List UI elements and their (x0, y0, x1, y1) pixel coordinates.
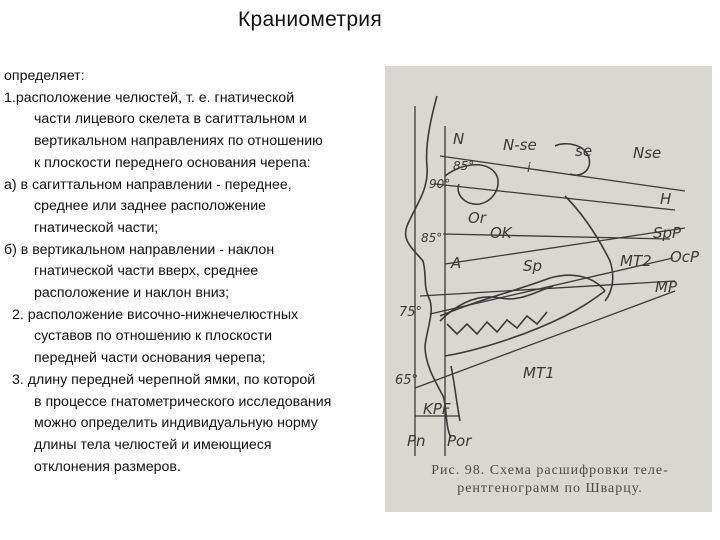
label-A: A (451, 254, 462, 272)
label-se: se (575, 142, 593, 160)
caption-line: рентгенограмм по Шварцу. (457, 481, 643, 496)
label-N: N (453, 130, 465, 148)
caption-line: Рис. 98. Схема расшифровки теле- (431, 463, 669, 478)
text-line: вертикальном направлениях по отношению (34, 133, 323, 150)
text-line: 1.расположение челюстей, т. е. гнатической (4, 89, 295, 106)
label-angle-90: 90° (429, 177, 451, 191)
figure-caption (400, 462, 700, 498)
text-line: передней части основания черепа; (34, 350, 266, 367)
label-OK: OK (490, 224, 512, 242)
label-angle-85-top: 85° (453, 159, 475, 173)
cephalogram-schema (385, 66, 712, 512)
label-angle-65: 65° (395, 373, 419, 388)
label-angle-85: 85° (421, 231, 443, 245)
text-line: суставов по отношению к плоскости (34, 328, 273, 345)
slide-title: Краниометрия (237, 8, 383, 31)
text-line: определяет: (4, 68, 85, 84)
text-line: среднее или заднее расположение (34, 198, 267, 215)
text-line: отклонения размеров. (34, 458, 181, 475)
text-line: расположение и наклон вниз; (34, 285, 230, 302)
text-line: гнатической части вверх, среднее (34, 263, 259, 280)
label-Pn: Pn (407, 432, 426, 450)
label-i: i (527, 161, 531, 176)
label-SpP: SpP (653, 224, 682, 242)
label-MP: MP (655, 278, 677, 296)
diagram-labels (395, 130, 700, 450)
text-line: длины тела челюстей и имеющиеся (34, 436, 272, 453)
label-MT2: MT2 (620, 252, 652, 270)
body-text (4, 66, 386, 478)
text-line: гнатической части; (34, 219, 159, 236)
label-Por: Por (447, 432, 472, 450)
text-line: в процессе гнатометрического исследования (34, 393, 332, 410)
text-line: можно определить индивидуальную норму (34, 415, 318, 432)
text-line: к плоскости переднего основания черепа: (34, 154, 311, 171)
label-Sp: Sp (523, 257, 543, 275)
schwarz-diagram-figure (385, 66, 712, 512)
label-N-se: N-se (503, 136, 537, 154)
label-MT1: MT1 (523, 364, 555, 382)
label-Or: Or (468, 209, 486, 227)
label-KPF: KPF (423, 400, 451, 418)
text-line: 3. длину передней черепной ямки, по которой (12, 371, 316, 388)
label-Nse: Nse (633, 144, 662, 162)
label-angle-75: 75° (399, 305, 423, 320)
text-line: части лицевого скелета в сагиттальном и (34, 111, 307, 128)
text-line: б) в вертикальном направлении - наклон (4, 241, 275, 258)
text-line: а) в сагиттальном направлении - переднее, (4, 176, 292, 193)
label-H: H (660, 190, 672, 208)
text-line: 2. расположение височно-нижнечелюстных (12, 306, 299, 323)
label-OcP: OcP (670, 248, 700, 266)
